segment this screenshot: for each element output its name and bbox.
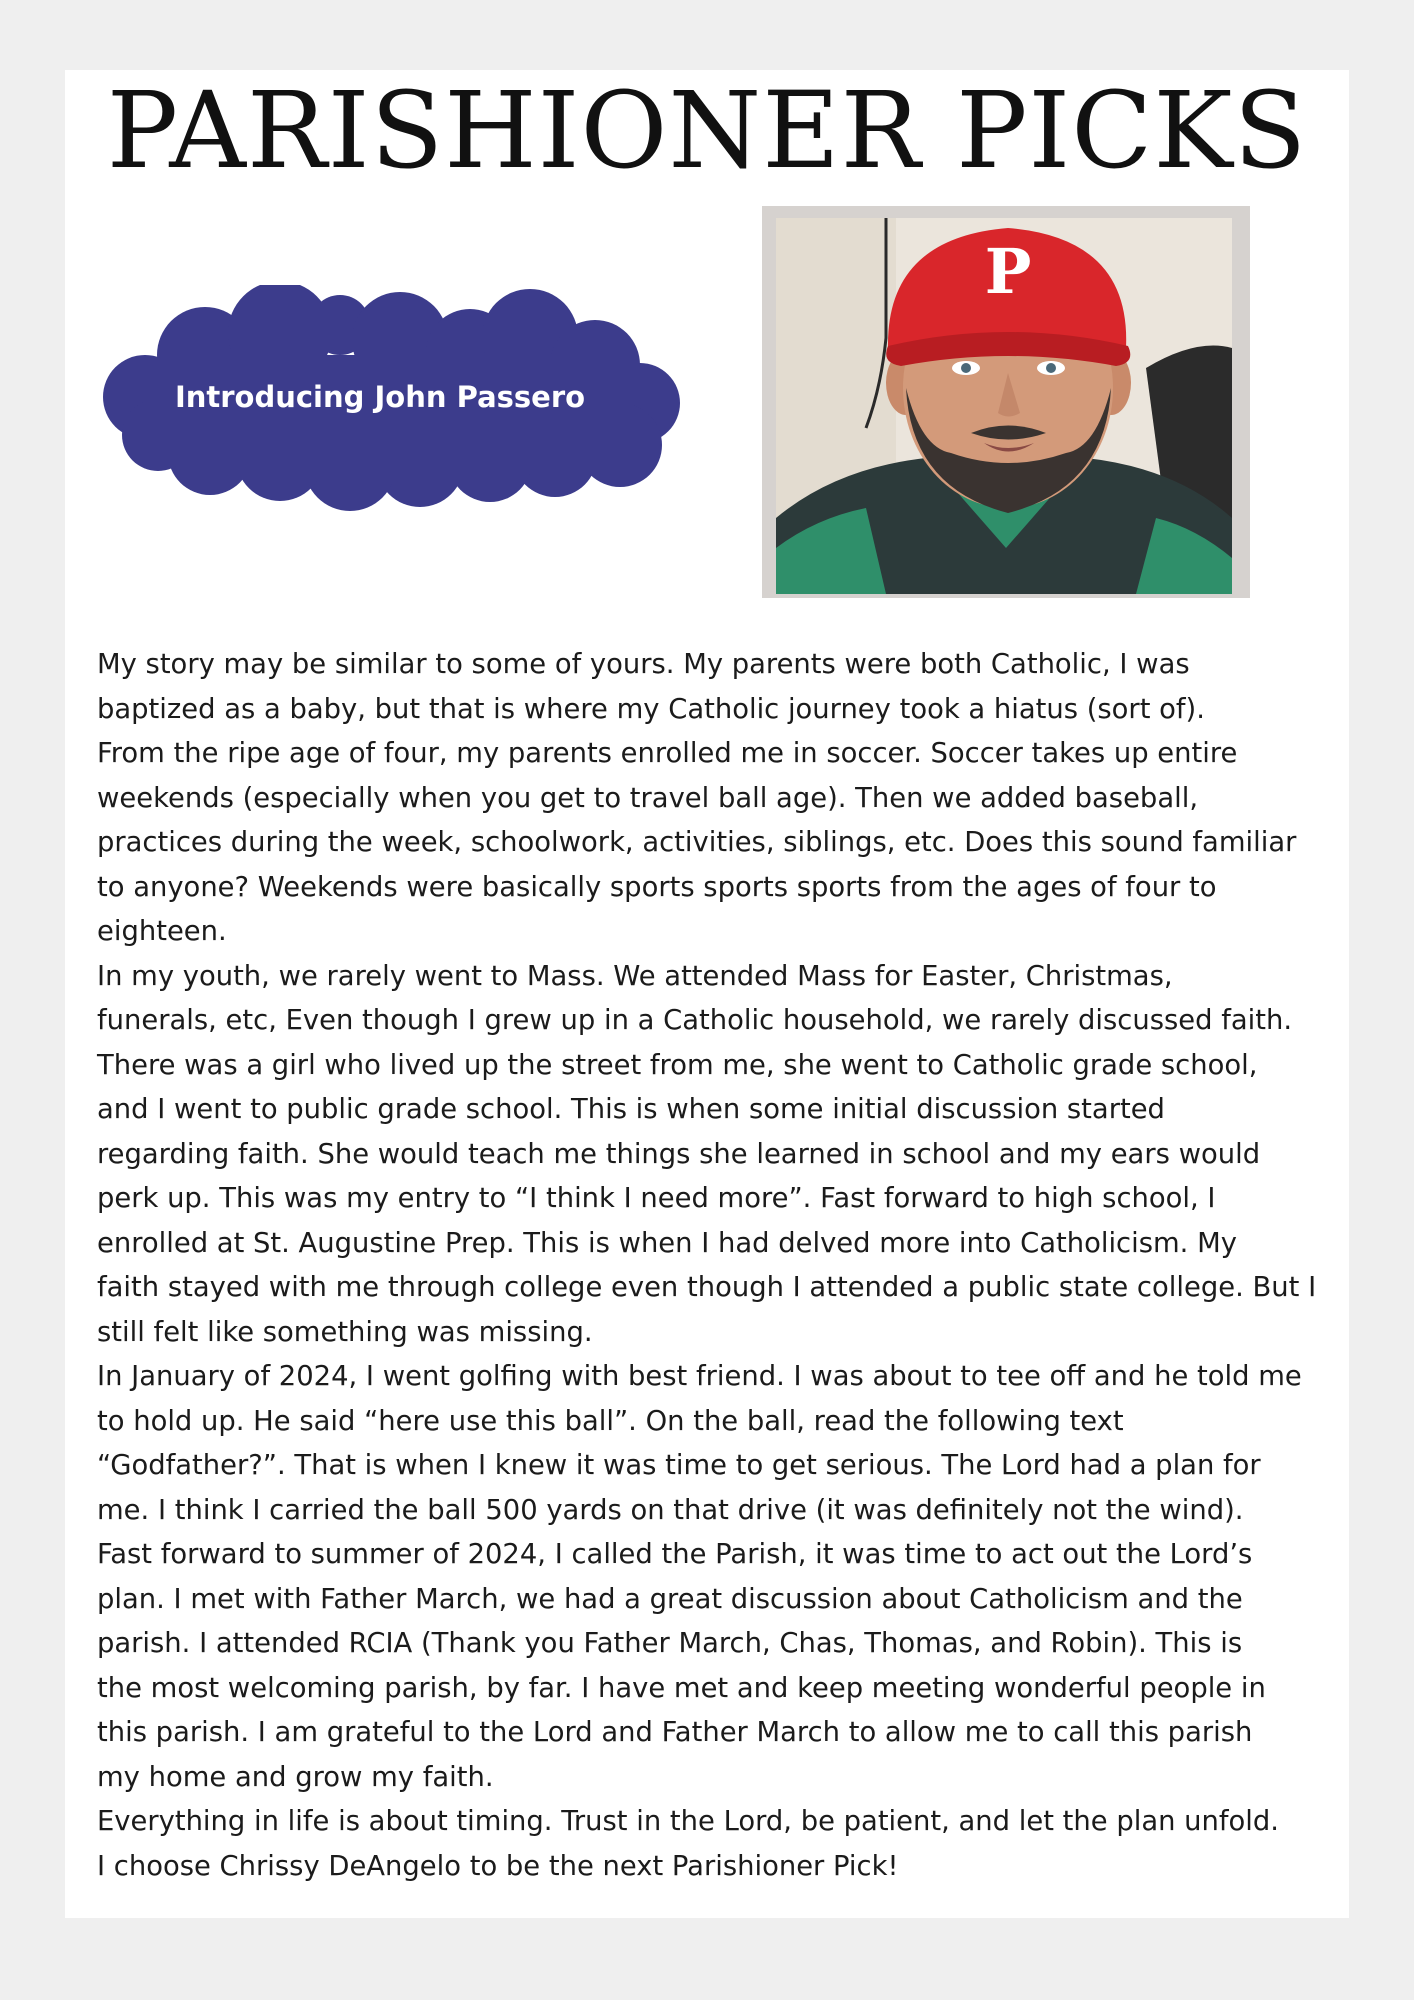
story-line: eighteen.	[97, 915, 227, 947]
story-line: Everything in life is about timing. Trust in the Lord, be patient, and let the plan unfold.	[97, 1805, 1280, 1837]
intro-label: Introducing John Passero	[174, 380, 586, 414]
story-line: my home and grow my faith.	[97, 1760, 494, 1793]
story-line: In my youth, we rarely went to Mass. We attended Mass for Easter, Christmas,	[97, 959, 1173, 992]
story-line: weekends (especially when you get to travel ball age). Then we added baseball,	[97, 781, 1199, 814]
intro-cloud-badge	[100, 285, 700, 525]
story-line: still felt like something was missing.	[97, 1315, 593, 1348]
story-line: the most welcoming parish, by far. I have met and keep meeting wonderful people in	[97, 1671, 1266, 1704]
portrait-photo	[776, 218, 1232, 594]
story-line: to hold up. He said “here use this ball”. On the ball, read the following text	[97, 1404, 1124, 1437]
portrait-illustration	[776, 218, 1232, 594]
story-line: and I went to public grade school. This is when some initial discussion started	[97, 1093, 1165, 1125]
photo-frame	[762, 206, 1250, 598]
story-line: There was a girl who lived up the street from me, she went to Catholic grade school,	[97, 1048, 1258, 1081]
page-title: PARISHIONER PICKS	[106, 69, 1308, 192]
story-line: practices during the week, schoolwork, activities, siblings, etc. Does this sound familiar	[97, 826, 1297, 858]
story-line: funerals, etc, Even though I grew up in a Catholic household, we rarely discussed faith.	[97, 1004, 1293, 1036]
story-line: me. I think I carried the ball 500 yards on that drive (it was definitely not the wind).	[97, 1493, 1244, 1526]
story-line: perk up. This was my entry to “I think I need more”. Fast forward to high school, I	[97, 1182, 1216, 1214]
story-line: faith stayed with me through college even though I attended a public state college. But I	[97, 1271, 1317, 1303]
story-line: this parish. I am grateful to the Lord and Father March to allow me to call this parish	[97, 1716, 1253, 1748]
story-line: “Godfather?”. That is when I knew it was time to get serious. The Lord had a plan for	[97, 1449, 1261, 1481]
story-line: to anyone? Weekends were basically sports sports sports from the ages of four to	[97, 870, 1217, 903]
story-line: From the ripe age of four, my parents enrolled me in soccer. Soccer takes up entire	[97, 737, 1238, 769]
story-line: I choose Chrissy DeAngelo to be the next Parishioner Pick!	[97, 1849, 899, 1882]
story-line: regarding faith. She would teach me things she learned in school and my ears would	[97, 1137, 1261, 1170]
story-line: My story may be similar to some of yours. My parents were both Catholic, I was	[97, 648, 1190, 680]
story-text	[97, 642, 1347, 1888]
story-line: parish. I attended RCIA (Thank you Father March, Chas, Thomas, and Robin). This is	[97, 1627, 1243, 1659]
story-line: Fast forward to summer of 2024, I called the Parish, it was time to act out the Lord’s	[97, 1538, 1253, 1570]
story-line: baptized as a baby, but that is where my Catholic journey took a hiatus (sort of).	[97, 692, 1205, 725]
story-line: In January of 2024, I went golfing with best friend. I was about to tee off and he told me	[97, 1360, 1302, 1392]
story-line: plan. I met with Father March, we had a great discussion about Catholicism and the	[97, 1582, 1243, 1615]
story-line: enrolled at St. Augustine Prep. This is when I had delved more into Catholicism. My	[97, 1226, 1237, 1259]
cap-logo: P	[984, 235, 1032, 308]
